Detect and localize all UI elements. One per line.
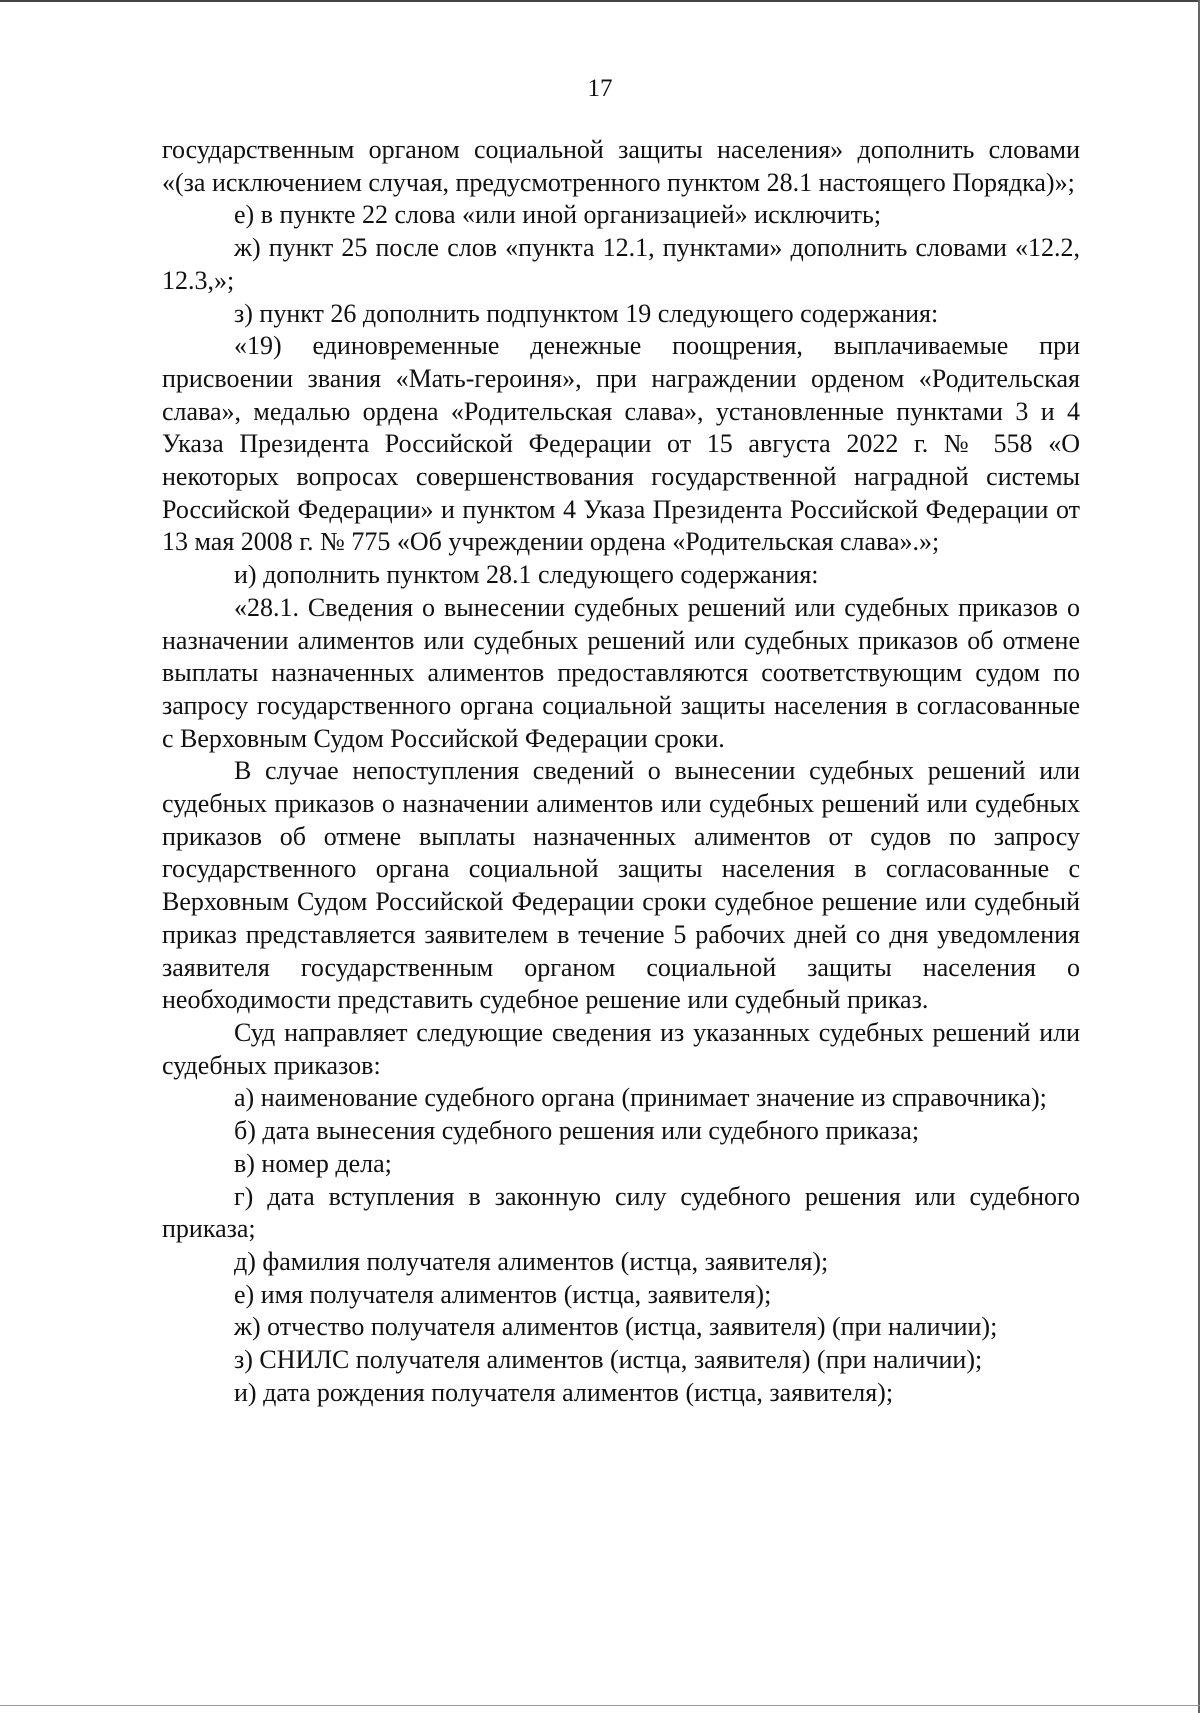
list-item: е) имя получателя алиментов (истца, заявителя); xyxy=(234,1279,772,1309)
list-item: а) наименование судебного органа (принимает значение из справочника); xyxy=(234,1083,1047,1113)
scan-edge-bottom xyxy=(0,1705,1200,1706)
paragraph: В случае непоступления сведений о вынесении судебных решений или судебных приказов о назначении алиментов или судебных решений или судебных приказов об отмене выплаты назначенных алиментов от судов по запросу государственного органа социальной защиты населения в согласованные с Верховным Судом Российской Федерации сроки судебное решение или судебный приказ представляется заявителем в течение 5 рабочих дней со дня уведомления заявителя государственным органом социальной защиты населения о необходимости представить судебное решение или судебный приказ. xyxy=(162,756,1080,1015)
paragraph: ж) пункт 25 после слов «пункта 12.1, пунктами» дополнить словами «12.2, 12.3,»; xyxy=(162,233,1080,295)
page-number: 17 xyxy=(587,75,613,102)
scan-edge-top xyxy=(0,0,1200,2)
paragraph: «28.1. Сведения о вынесении судебных решений или судебных приказов о назначении алиментов или судебных решений или судебных приказов об отмене выплаты назначенных алиментов предоставляются соответствующим судом по запросу государственного органа социальной защиты населения в согласованные с Верховным Судом Российской Федерации сроки. xyxy=(162,592,1080,753)
paragraph: з) пункт 26 дополнить подпунктом 19 следующего содержания: xyxy=(234,298,939,328)
list-item: ж) отчество получателя алиментов (истца, заявителя) (при наличии); xyxy=(234,1312,998,1342)
paragraph: и) дополнить пунктом 28.1 следующего содержания: xyxy=(234,560,819,590)
paragraph: е) в пункте 22 слова «или иной организацией» исключить; xyxy=(234,200,882,230)
paragraph: Суд направляет следующие сведения из указанных судебных решений или судебных приказов: xyxy=(162,1017,1080,1080)
paragraph: государственным органом социальной защиты населения» дополнить словами «(за исключением случая, предусмотренного пунктом 28.1 настоящего Порядка)»; xyxy=(162,135,1080,197)
document-body xyxy=(162,134,1080,1409)
paragraph: «19) единовременные денежные поощрения, выплачиваемые при присвоении звания «Мать-героиня», при награждении орденом «Родительская слава», медалью ордена «Родительская слава», установленные пунктами 3 и 4 Указа Президента Российской Федерации от 15 августа 2022 г. № 558 «О некоторых вопросах совершенствования государственной наградной системы Российской Федерации» и пунктом 4 Указа Президента Российской Федерации от 13 мая 2008 г. № 775 «Об учреждении ордена «Родительская слава».»; xyxy=(162,331,1080,557)
list-item: д) фамилия получателя алиментов (истца, заявителя); xyxy=(234,1246,829,1276)
list-item: в) номер дела; xyxy=(234,1148,392,1178)
list-item: и) дата рождения получателя алиментов (истца, заявителя); xyxy=(234,1377,894,1407)
list-item: г) дата вступления в законную силу судебного решения или судебного приказа; xyxy=(162,1181,1080,1244)
list-item: з) СНИЛС получателя алиментов (истца, заявителя) (при наличии); xyxy=(234,1345,983,1375)
list-item: б) дата вынесения судебного решения или судебного приказа; xyxy=(234,1116,920,1146)
